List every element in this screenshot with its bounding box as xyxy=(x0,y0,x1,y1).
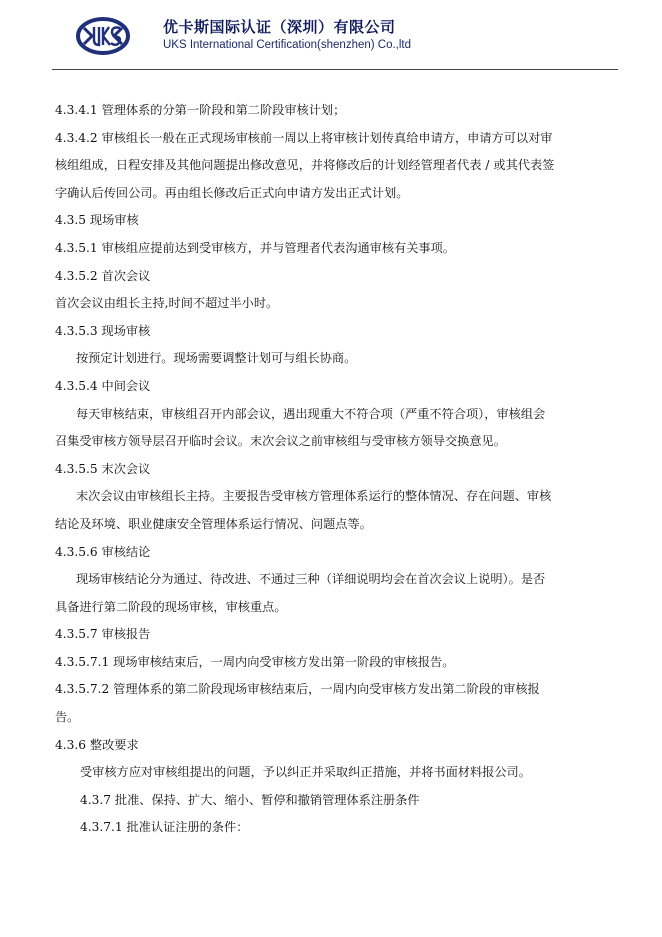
text-line: 字确认后传回公司。再由组长修改后正式向申请方发出正式计划。 xyxy=(55,185,409,200)
company-name-en: UKS International Certification(shenzhen) Co.,ltd xyxy=(163,39,412,51)
text-line: 4.3.5.3 现场审核 xyxy=(55,323,151,338)
text-line: 4.3.5.2 首次会议 xyxy=(55,268,151,283)
text-line: 4.3.5.7.2 管理体系的第二阶段现场审核结束后，一周内向受审核方发出第二阶段的审核报 xyxy=(55,682,540,697)
page-header xyxy=(52,14,618,70)
text-line: 4.3.7.1 批准认证注册的条件： xyxy=(80,820,249,835)
document-body xyxy=(55,97,615,842)
text-line: 4.3.4.1 管理体系的分第一阶段和第二阶段审核计划； xyxy=(55,103,346,117)
uks-logo-icon xyxy=(76,16,130,56)
text-line: 4.3.5.1 审核组应提前达到受审核方，并与管理者代表沟通审核有关事项。 xyxy=(55,240,455,255)
text-line: 4.3.5 现场审核 xyxy=(55,213,139,228)
text-line: 按预定计划进行。现场需要调整计划可与组长协商。 xyxy=(76,351,357,366)
header-divider xyxy=(52,69,618,70)
text-line: 4.3.5.6 审核结论 xyxy=(55,544,151,559)
text-line: 4.3.5.4 中间会议 xyxy=(55,378,151,393)
text-line: 首次会议由组长主持,时间不超过半小时。 xyxy=(55,296,279,311)
text-line: 4.3.5.7.1 现场审核结束后，一周内向受审核方发出第一阶段的审核报告。 xyxy=(55,654,455,669)
text-line: 具备进行第二阶段的现场审核，审核重点。 xyxy=(55,599,287,614)
company-name-cn: 优卡斯国际认证（深圳）有限公司 xyxy=(163,18,396,36)
text-line: 4.3.7 批准、保持、扩大、缩小、暂停和撤销管理体系注册条件 xyxy=(80,792,420,807)
text-line: 核组组成，日程安排及其他问题提出修改意见，并将修改后的计划经管理者代表 / 或其代表签 xyxy=(55,158,555,173)
text-line: 告。 xyxy=(55,710,80,725)
text-line: 4.3.5.5 末次会议 xyxy=(55,461,151,476)
text-line: 受审核方应对审核组提出的问题，予以纠正并采取纠正措施，并将书面材料报公司。 xyxy=(80,765,531,780)
text-line: 4.3.6 整改要求 xyxy=(55,737,139,752)
text-line: 结论及环境、职业健康安全管理体系运行情况、问题点等。 xyxy=(55,516,372,531)
text-line: 每天审核结束，审核组召开内部会议，遇出现重大不符合项（严重不符合项），审核组会 xyxy=(76,406,546,421)
text-line: 末次会议由审核组长主持。主要报告受审核方管理体系运行的整体情况、存在问题、审核 xyxy=(76,489,552,504)
text-line: 召集受审核方领导层召开临时会议。末次会议之前审核组与受审核方领导交换意见。 xyxy=(55,434,506,449)
text-line: 现场审核结论分为通过、待改进、不通过三种（详细说明均会在首次会议上说明）。是否 xyxy=(76,572,546,587)
text-line: 4.3.4.2 审核组长一般在正式现场审核前一周以上将审核计划传真给申请方，申请方可以对审 xyxy=(55,130,553,145)
text-line: 4.3.5.7 审核报告 xyxy=(55,627,151,642)
